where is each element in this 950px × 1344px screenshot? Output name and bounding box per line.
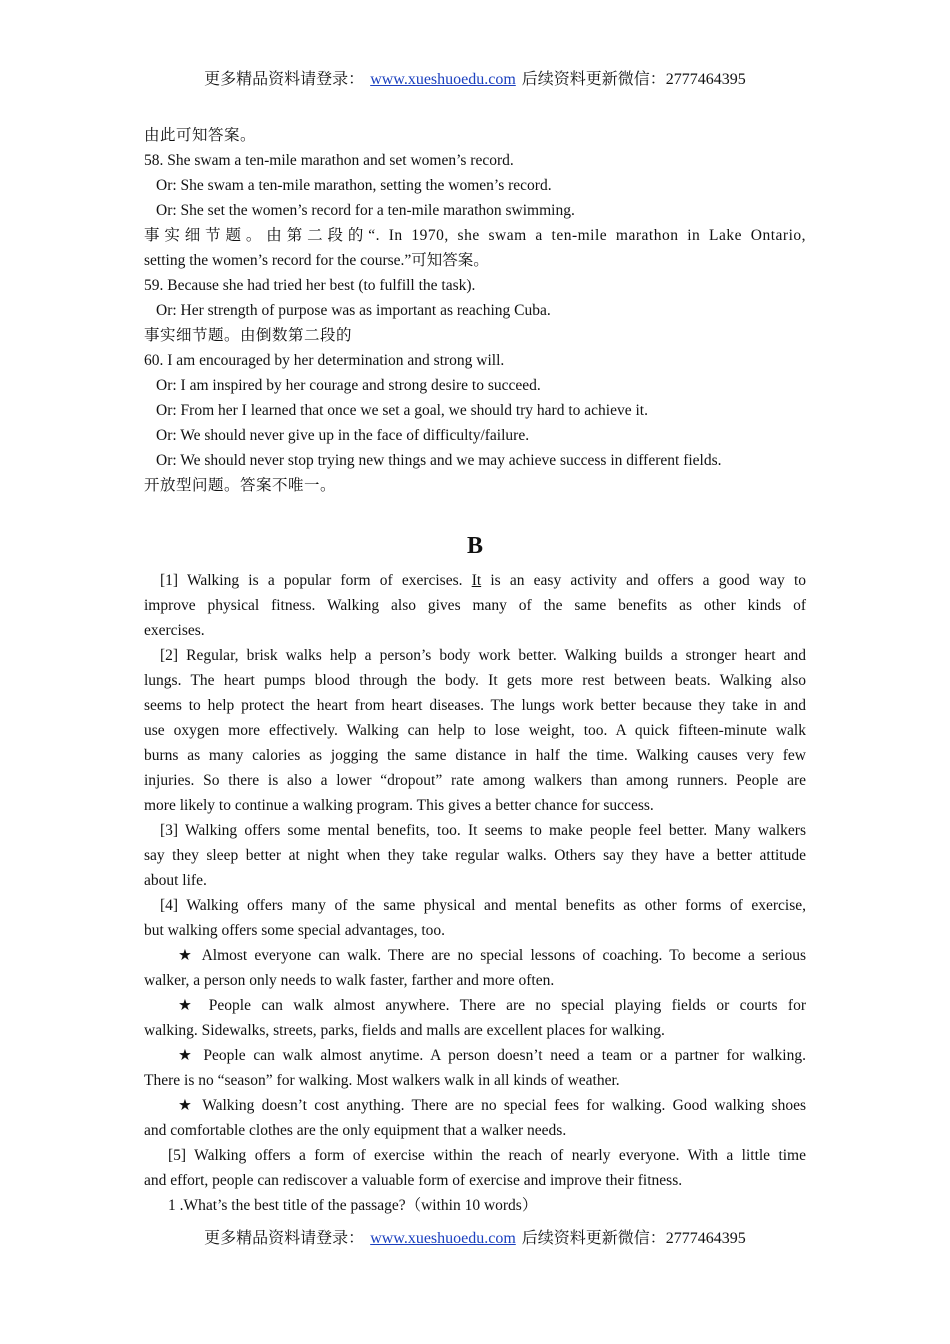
answer-58-alt-1: Or: She swam a ten-mile marathon, setting the women’s record.	[156, 177, 552, 194]
star-point-1: ★ Almost everyone can walk. There are no special lessons of coaching. To become a serious	[178, 947, 806, 964]
paragraph-2-line: more likely to continue a walking program. This gives a better chance for success.	[144, 797, 654, 814]
paragraph-2-line: [2] Regular, brisk walks help a person’s body work better. Walking builds a stronger heart and	[160, 647, 806, 664]
paragraph-2-line: injuries. So there is also a lower “dropout” rate among walkers than among runners. People are	[144, 772, 806, 789]
answer-60: 60. I am encouraged by her determination and strong will.	[144, 352, 505, 369]
star-point-3-cont: There is no “season” for walking. Most walkers walk in all kinds of weather.	[144, 1072, 620, 1089]
paragraph-2-line: burns as many calories as jogging the same distance in half the time. Walking causes very few	[144, 747, 806, 764]
answer-section	[144, 123, 806, 1218]
question-1: 1 .What’s the best title of the passage?（within 10 words）	[168, 1197, 538, 1214]
star-point-3: ★ People can walk almost anytime. A person doesn’t need a team or a partner for walking.	[178, 1047, 806, 1064]
paragraph-3-line: about life.	[144, 872, 207, 889]
star-point-1-cont: walker, a person only needs to walk faster, farther and more often.	[144, 972, 555, 989]
answer-59-explanation: 事实细节题。由倒数第二段的	[144, 327, 353, 344]
page-header	[0, 66, 950, 89]
star-point-2-cont: walking. Sidewalks, streets, parks, fields and malls are excellent places for walking.	[144, 1022, 665, 1039]
footer-link[interactable]: www.xueshuoedu.com	[370, 1230, 516, 1247]
paragraph-1-line: exercises.	[144, 622, 205, 639]
header-prefix: 更多精品资料请登录：	[204, 71, 365, 88]
header-link[interactable]: www.xueshuoedu.com	[370, 71, 516, 88]
paragraph-1-line	[144, 568, 806, 593]
answer-60-explanation: 开放型问题。答案不唯一。	[144, 477, 337, 494]
paragraph-2-line: seems to help protect the heart from heart diseases. The lungs work better because they take in and	[144, 697, 806, 714]
paragraph-5-line: [5] Walking offers a form of exercise within the reach of nearly everyone. With a little time	[168, 1147, 806, 1164]
answer-58-explanation-cont: setting the women’s record for the course.”可知答案。	[144, 252, 489, 269]
paragraph-2-line: use oxygen more effectively. Walking can help to lose weight, too. A quick fifteen-minute walk	[144, 722, 806, 739]
answer-60-alt-2: Or: From her I learned that once we set a goal, we should try hard to achieve it.	[156, 402, 648, 419]
underlined-word: It	[471, 572, 482, 589]
header-suffix: 后续资料更新微信：2777464395	[521, 71, 746, 88]
star-point-2: ★ People can walk almost anywhere. There are no special playing fields or courts for	[178, 997, 806, 1014]
paragraph-4-line: [4] Walking offers many of the same physical and mental benefits as other forms of exercise,	[160, 897, 806, 914]
answer-60-alt-1: Or: I am inspired by her courage and strong desire to succeed.	[156, 377, 541, 394]
answer-line: 由此可知答案。	[144, 127, 257, 144]
answer-60-alt-3: Or: We should never give up in the face of difficulty/failure.	[156, 427, 530, 444]
answer-60-alt-4: Or: We should never stop trying new things and we may achieve success in different fields.	[156, 452, 722, 469]
paragraph-4-line: but walking offers some special advantages, too.	[144, 922, 446, 939]
answer-58-alt-2: Or: She set the women’s record for a ten-mile marathon swimming.	[156, 202, 575, 219]
page-footer	[0, 1225, 950, 1248]
section-heading: B	[466, 533, 483, 559]
star-point-4: ★ Walking doesn’t cost anything. There are no special fees for walking. Good walking shoes	[178, 1097, 806, 1114]
paragraph-3-line: say they sleep better at night when they take regular walks. Others say they have a better attitude	[144, 847, 806, 864]
footer-suffix: 后续资料更新微信：2777464395	[521, 1230, 746, 1247]
paragraph-1-text: [1] Walking is a popular form of exercises.	[160, 572, 472, 589]
answer-59: 59. Because she had tried her best (to fulfill the task).	[144, 277, 476, 294]
answer-58: 58. She swam a ten-mile marathon and set women’s record.	[144, 152, 514, 169]
answer-59-alt-1: Or: Her strength of purpose was as important as reaching Cuba.	[156, 302, 551, 319]
answer-58-explanation: 事实细节题。由第二段的“. In 1970, she swam a ten-mile marathon in Lake Ontario,	[144, 227, 806, 244]
paragraph-2-line: lungs. The heart pumps blood through the body. It gets more rest between beats. Walking also	[144, 672, 806, 689]
paragraph-3-line: [3] Walking offers some mental benefits, too. It seems to make people feel better. Many walkers	[160, 822, 806, 839]
footer-prefix: 更多精品资料请登录：	[204, 1230, 365, 1247]
paragraph-1-line: improve physical fitness. Walking also gives many of the same benefits as other kinds of	[144, 597, 806, 614]
star-point-4-cont: and comfortable clothes are the only equipment that a walker needs.	[144, 1122, 567, 1139]
paragraph-5-line: and effort, people can rediscover a valuable form of exercise and improve their fitness.	[144, 1172, 683, 1189]
paragraph-1-text: is an easy activity and offers a good way to	[481, 572, 806, 589]
